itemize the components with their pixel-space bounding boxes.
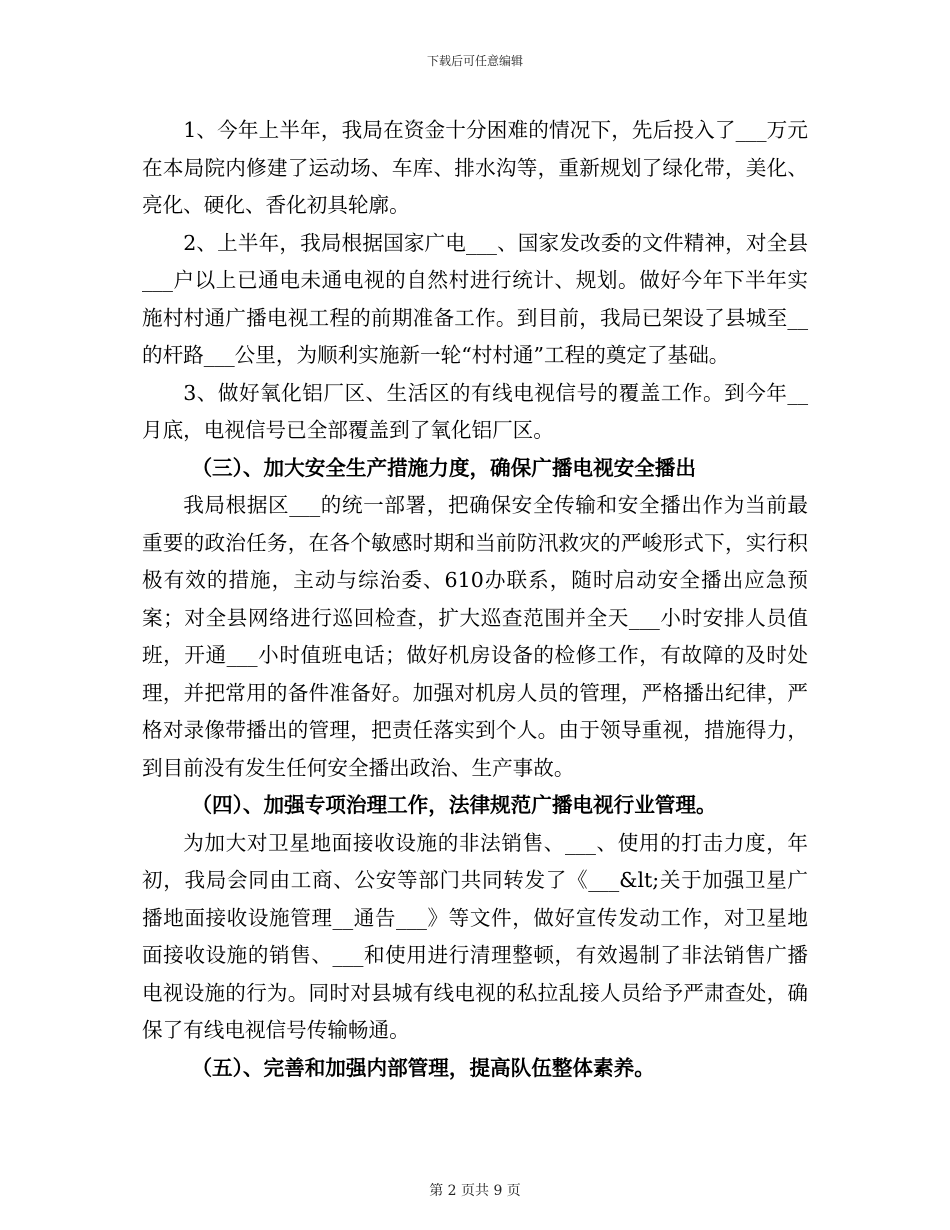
page-footer: 第 2 页共 9 页 <box>429 1183 521 1199</box>
paragraph-5: 为加大对卫星地面接收设施的非法销售、___、使用的打击力度，年初，我局会同由工商、公安等部门共同转发了《___&lt;关于加强卫星广播地面接收设施管理__通告___》等文件，做好宣传发动工作，对卫星地面接收设施的销售、___和使用进行清理整顿，有效遏制了非法销售广播电视设施的行为。同时对县城有线电视的私拉乱接人员给予严肃查处，确保了有线电视信号传输畅通。 <box>142 830 808 1042</box>
section-heading-4: （四）、加强专项治理工作，法律规范广播电视行业管理。 <box>191 793 717 817</box>
section-heading-3: （三）、加大安全生产措施力度，确保广播电视安全播出 <box>191 455 696 480</box>
paragraph-4: 我局根据区___的统一部署，把确保安全传输和安全播出作为当前最重要的政治任务，在各个敏感时期和当前防汛救灾的严峻形式下，实行积极有效的措施，主动与综治委、610办联系，随时启动安全播出应急预案；对全县网络进行巡回检查，扩大巡查范围并全天___小时安排人员值班，开通___小时值班电话；做好机房设备的检修工作，有故障的及时处理，并把常用的备件准备好。加强对机房人员的管理，严格播出纪律，严格对录像带播出的管理，把责任落实到个人。由于领导重视，措施得力，到目前没有发生任何安全播出政治、生产事故。 <box>142 493 808 780</box>
paragraph-1: 1、今年上半年，我局在资金十分困难的情况下，先后投入了___万元在本局院内修建了运动场、车库、排水沟等，重新规划了绿化带，美化、亮化、硬化、香化初具轮廓。 <box>142 118 808 217</box>
paragraph-2: 2、上半年，我局根据国家广电___、国家发改委的文件精神，对全县___户以上已通电未通电视的自然村进行统计、规划。做好今年下半年实施村村通广播电视工程的前期准备工作。到目前，我局已架设了县城至__的杆路___公里，为顺利实施新一轮“村村通”工程的奠定了基础。 <box>142 230 808 367</box>
section-heading-5: （五）、完善和加强内部管理，提高队伍整体素养。 <box>191 1055 655 1080</box>
document-body <box>142 112 808 1087</box>
page-header: 下载后可任意编辑 <box>426 54 523 68</box>
paragraph-3: 3、做好氧化铝厂区、生活区的有线电视信号的覆盖工作。到今年__月底，电视信号已全部覆盖到了氧化铝厂区。 <box>142 380 808 442</box>
